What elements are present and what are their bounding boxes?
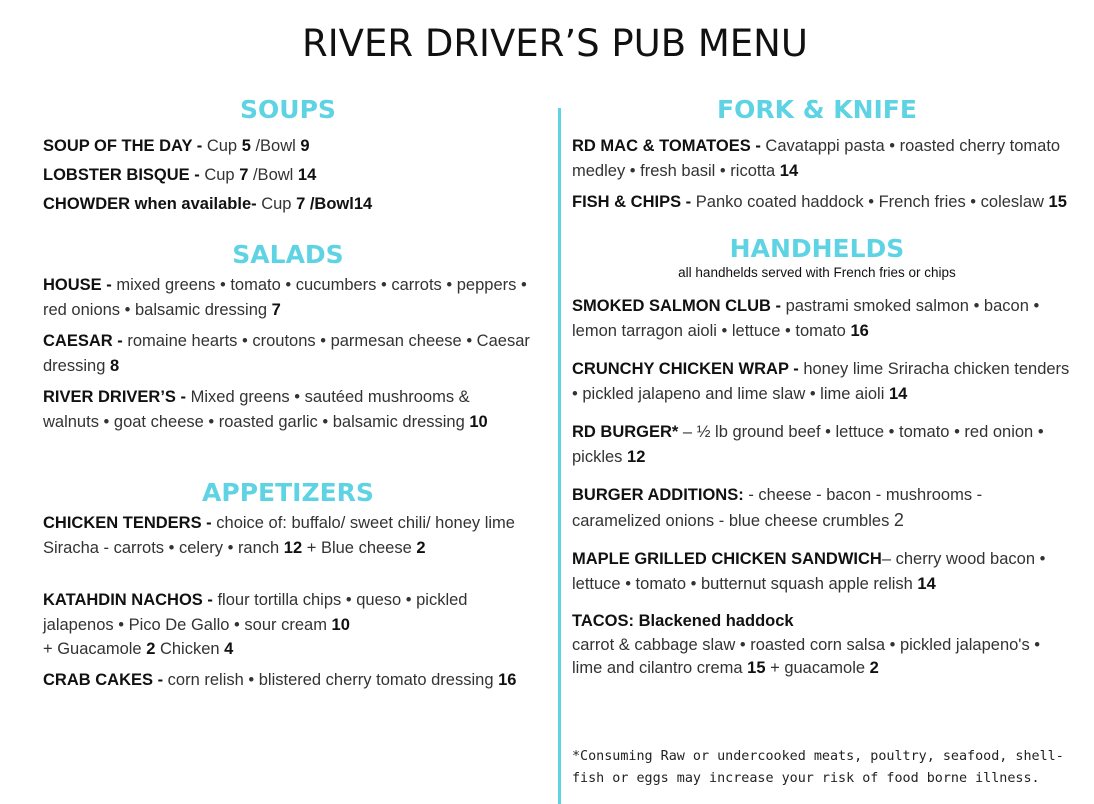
menu-title: RIVER DRIVER’S PUB MENU (302, 22, 808, 65)
item-name: SOUP OF THE DAY - (43, 137, 207, 155)
item-price: 7 (296, 195, 306, 213)
item-addon-price: 4 (224, 640, 234, 658)
item-price: 10 (331, 615, 350, 634)
item-price: 15 (1048, 193, 1067, 211)
column-divider (558, 108, 561, 804)
item-description: Cavatappi pasta • roasted cherry tomato medley • fresh basil • ricotta (572, 137, 1061, 180)
item-text: /Bowl (248, 166, 298, 184)
item-addon-price: 2 (869, 659, 879, 677)
fork-knife-heading: FORK & KNIFE (717, 95, 917, 124)
entree-item-fish-chips (572, 190, 1072, 215)
item-description: Mixed greens • sautéed mushrooms & walnuts • goat cheese • roasted garlic • balsamic dressing (43, 388, 470, 431)
item-addon: Chicken (155, 640, 225, 658)
food-safety-disclaimer: *Consuming Raw or undercooked meats, poultry, seafood, shell-fish or eggs may increase your risk of food borne illness. (572, 749, 1064, 786)
item-name: RIVER DRIVER’S - (43, 388, 191, 406)
item-price: 16 (850, 322, 869, 340)
item-text: /Bowl (305, 195, 354, 213)
item-description: romaine hearts • croutons • parmesan cheese • Caesar dressing (43, 332, 530, 375)
item-price: 14 (888, 385, 908, 403)
item-description: – cherry wood bacon • lettuce • tomato • butternut squash apple relish (572, 550, 1046, 593)
item-price: 14 (297, 166, 317, 184)
item-description: choice of: buffalo/ sweet chili/ honey lime Siracha - carrots • celery • ranch (43, 514, 515, 557)
item-description: flour tortilla chips • queso • pickled jalapenos • Pico De Gallo • sour cream (43, 591, 468, 634)
item-name: CRUNCHY CHICKEN WRAP - (572, 360, 804, 378)
item-name: CRAB CAKES - (43, 670, 168, 689)
appetizers-heading: APPETIZERS (202, 478, 374, 507)
appetizer-item-crab-cakes (43, 668, 533, 693)
handheld-item-maple-chicken (572, 547, 1072, 597)
soup-item (43, 192, 533, 217)
item-price: 14 (917, 575, 936, 593)
item-addon: + Guacamole (43, 640, 147, 658)
item-description: honey lime Sriracha chicken tenders • pickled jalapeno and lime slaw • lime aioli (572, 360, 1070, 403)
item-name: RD MAC & TOMATOES - (572, 137, 766, 155)
item-price: 14 (353, 195, 373, 213)
soup-item (43, 163, 533, 188)
appetizer-item-chicken-tenders (43, 511, 533, 561)
right-column (572, 92, 1072, 681)
item-name: FISH & CHIPS - (572, 193, 696, 211)
item-addon-price: 2 (416, 539, 426, 557)
item-price: 5 (241, 137, 251, 155)
soup-item (43, 134, 533, 159)
soups-list (43, 134, 533, 217)
item-name: CHOWDER when available- (43, 195, 262, 213)
item-description: - cheese - bacon - mushrooms - caramelized onions - blue cheese crumbles (572, 486, 983, 530)
item-text: Cup (204, 166, 240, 184)
appetizer-item-katahdin-nachos (43, 588, 533, 662)
item-price: 14 (779, 162, 799, 180)
item-description: mixed greens • tomato • cucumbers • carrots • peppers • red onions • balsamic dressing (43, 276, 527, 319)
item-price: 2 (893, 510, 904, 530)
item-price: 15 (747, 659, 766, 677)
handhelds-heading: HANDHELDS (729, 234, 905, 263)
item-price: 12 (627, 448, 646, 466)
item-addon: + Blue cheese (302, 539, 417, 557)
item-text: /Bowl (250, 137, 301, 155)
item-name: MAPLE GRILLED CHICKEN SANDWICH (572, 550, 882, 568)
item-name: HOUSE - (43, 276, 117, 294)
item-description: corn relish • blistered cherry tomato dressing (167, 670, 499, 689)
item-description: Panko coated haddock • French fries • coleslaw (695, 193, 1049, 211)
item-description: pastrami smoked salmon • bacon • lemon tarragon aioli • lettuce • tomato (572, 297, 1040, 340)
handheld-item-smoked-salmon (572, 294, 1072, 344)
item-addon: + guacamole (765, 659, 870, 677)
item-description: – ½ lb ground beef • lettuce • tomato • red onion • pickles (572, 423, 1044, 466)
item-name: BURGER ADDITIONS: (572, 486, 749, 504)
salad-item-caesar (43, 329, 533, 379)
salad-item-house (43, 273, 533, 323)
handheld-item-chicken-wrap (572, 357, 1072, 407)
item-name: CAESAR - (43, 332, 128, 350)
handheld-item-rd-burger (572, 420, 1072, 470)
item-price: 8 (109, 357, 120, 375)
item-name: CHICKEN TENDERS - (43, 514, 217, 532)
salads-heading: SALADS (232, 240, 344, 269)
item-price: 10 (469, 413, 488, 431)
handheld-item-burger-additions (572, 483, 1072, 534)
item-name: TACOS: Blackened haddock (572, 612, 794, 630)
item-addon-price: 2 (146, 640, 156, 658)
item-price: 7 (239, 166, 249, 184)
item-text: Cup (206, 137, 242, 155)
item-name: KATAHDIN NACHOS - (43, 591, 218, 609)
item-name: SMOKED SALMON CLUB - (572, 297, 786, 315)
item-price: 7 (271, 301, 281, 319)
item-text: Cup (261, 195, 297, 213)
salad-item-river-drivers (43, 385, 513, 435)
entree-item-rd-mac (572, 134, 1072, 184)
item-description: carrot & cabbage slaw • roasted corn salsa • pickled jalapeno's • lime and cilantro crema (572, 635, 1041, 677)
item-price: 12 (283, 539, 303, 557)
item-price: 16 (498, 670, 517, 689)
item-price: 9 (300, 137, 310, 155)
left-column (43, 92, 533, 693)
item-name: RD BURGER* (572, 423, 679, 441)
item-name: LOBSTER BISQUE - (43, 166, 205, 184)
soups-heading: SOUPS (240, 95, 336, 124)
handheld-item-tacos (572, 610, 1072, 681)
handhelds-note: all handhelds served with French fries or chips (678, 265, 956, 280)
